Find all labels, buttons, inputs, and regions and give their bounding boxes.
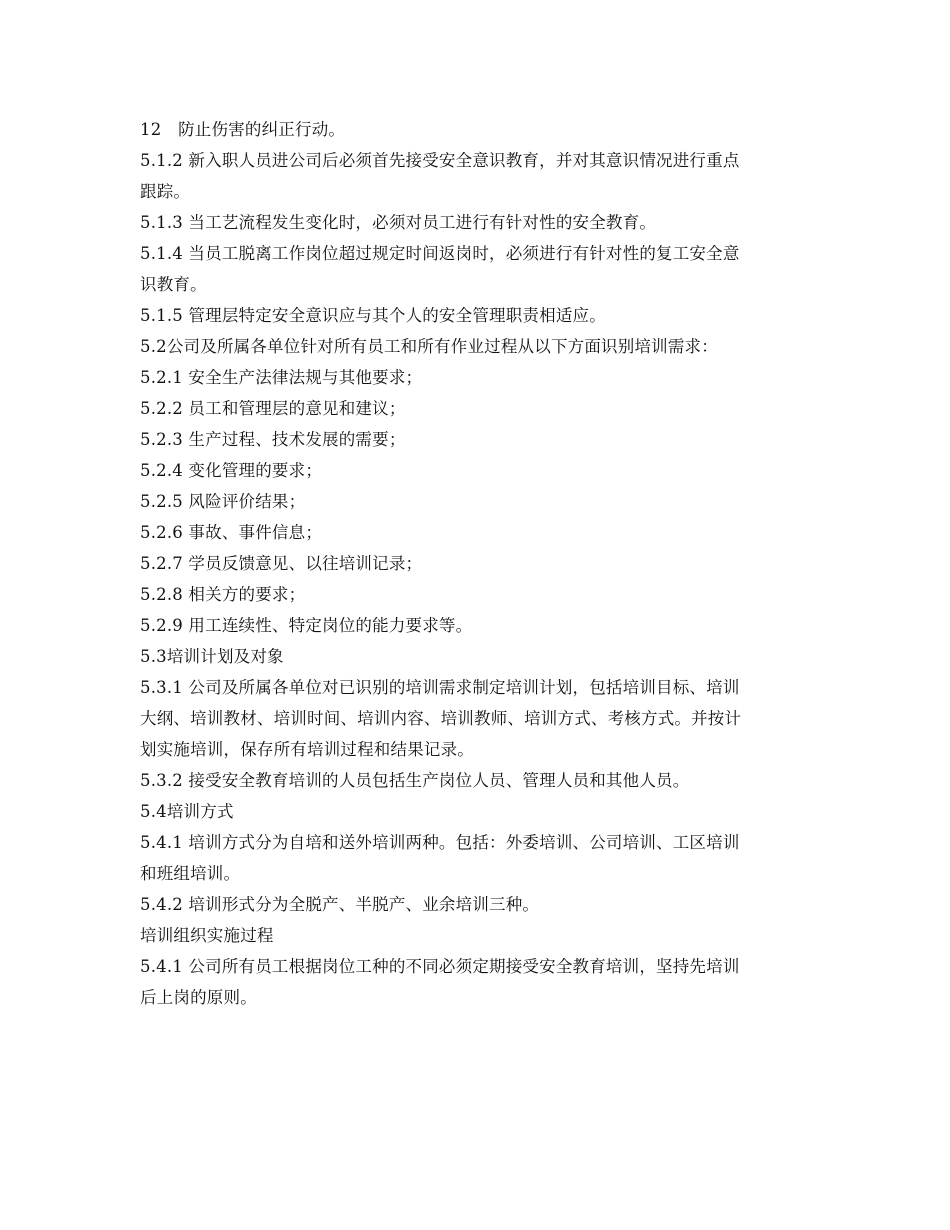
text-line: 5.2.2 员工和管理层的意见和建议； bbox=[140, 399, 406, 418]
text-line: 划实施培训，保存所有培训过程和结果记录。 bbox=[140, 740, 474, 759]
text-line: 5.2.7 学员反馈意见、以往培训记录； bbox=[140, 554, 423, 573]
text-line: 5.1.3 当工艺流程发生变化时，必须对员工进行有针对性的安全教育。 bbox=[140, 213, 657, 232]
text-line: 5.2.1 安全生产法律法规与其他要求； bbox=[140, 368, 423, 387]
text-line: 12 防止伤害的纠正行动。 bbox=[140, 120, 346, 139]
text-line: 后上岗的原则。 bbox=[140, 988, 257, 1007]
text-line: 5.2.5 风险评价结果； bbox=[140, 492, 306, 511]
text-line: 5.4.1 公司所有员工根据岗位工种的不同必须定期接受安全教育培训，坚持先培训 bbox=[140, 957, 740, 976]
text-line: 5.2.9 用工连续性、特定岗位的能力要求等。 bbox=[140, 616, 473, 635]
text-line: 5.2.3 生产过程、技术发展的需要； bbox=[140, 430, 406, 449]
document-body bbox=[140, 114, 820, 1013]
text-line: 5.4.2 培训形式分为全脱产、半脱产、业余培训三种。 bbox=[140, 895, 540, 914]
text-line: 5.2.6 事故、事件信息； bbox=[140, 523, 323, 542]
text-line: 5.3.2 接受安全教育培训的人员包括生产岗位人员、管理人员和其他人员。 bbox=[140, 771, 690, 790]
text-line: 5.2.4 变化管理的要求； bbox=[140, 461, 323, 480]
text-line: 跟踪。 bbox=[140, 182, 191, 201]
text-line: 5.1.2 新入职人员进公司后必须首先接受安全意识教育，并对其意识情况进行重点 bbox=[140, 151, 740, 170]
text-line: 大纲、培训教材、培训时间、培训内容、培训教师、培训方式、考核方式。并按计 bbox=[140, 709, 742, 728]
text-line: 识教育。 bbox=[140, 275, 207, 294]
text-line: 5.3.1 公司及所属各单位对已识别的培训需求制定培训计划，包括培训目标、培训 bbox=[140, 678, 740, 697]
section-heading: 5.4培训方式 bbox=[140, 802, 234, 821]
section-heading: 5.3培训计划及对象 bbox=[140, 647, 284, 666]
text-line: 5.2.8 相关方的要求； bbox=[140, 585, 306, 604]
text-line: 和班组培训。 bbox=[140, 864, 241, 883]
section-heading: 培训组织实施过程 bbox=[140, 926, 274, 945]
text-line: 5.4.1 培训方式分为自培和送外培训两种。包括：外委培训、公司培训、工区培训 bbox=[140, 833, 740, 852]
text-line: 5.1.5 管理层特定安全意识应与其个人的安全管理职责相适应。 bbox=[140, 306, 606, 325]
section-heading: 5.2公司及所属各单位针对所有员工和所有作业过程从以下方面识别培训需求： bbox=[140, 337, 718, 356]
text-line: 5.1.4 当员工脱离工作岗位超过规定时间返岗时，必须进行有针对性的复工安全意 bbox=[140, 244, 740, 263]
